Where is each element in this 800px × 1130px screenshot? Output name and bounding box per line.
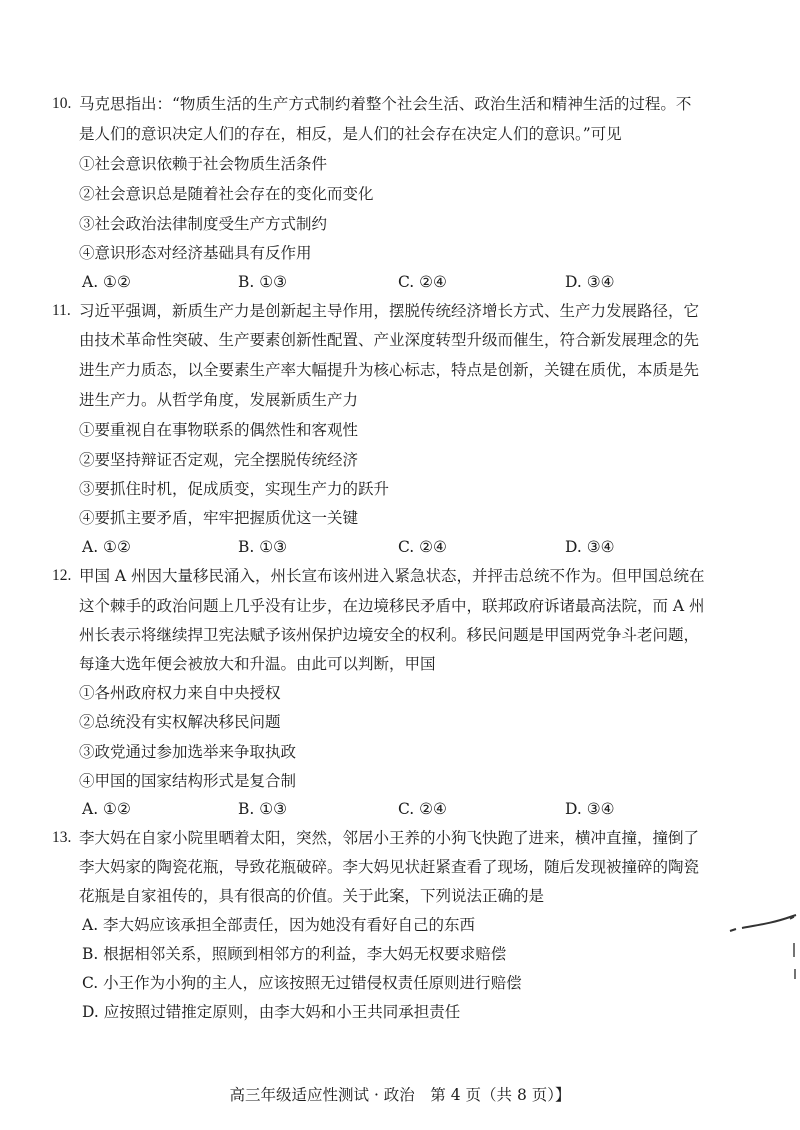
question-12-item-3: ③政党通过参加选举来争取执政: [79, 743, 297, 761]
question-11-stem-line-4: 进生产力。从哲学角度，发展新质生产力: [79, 391, 359, 409]
question-11-stem-line-3: 进生产力质态，以全要素生产率大幅提升为核心标志，特点是创新，关键在质优，本质是先: [79, 361, 700, 379]
question-11-choice-a: A. ①②: [82, 538, 131, 556]
question-12-item-4: ④甲国的国家结构形式是复合制: [79, 772, 297, 790]
question-12-item-2: ②总统没有实权解决移民问题: [79, 713, 281, 731]
question-13-choice-c: C. 小王作为小狗的主人，应该按照无过错侵权责任原则进行赔偿: [82, 974, 522, 992]
question-10-item-2: ②社会意识总是随着社会存在的变化而变化: [79, 185, 374, 203]
question-13-choice-a: A. 李大妈应该承担全部责任，因为她没有看好自己的东西: [82, 916, 476, 934]
question-11-number: 11.: [52, 302, 71, 319]
question-13-stem-line-3: 花瓶是自家祖传的，具有很高的价值。关于此案，下列说法正确的是: [79, 887, 545, 905]
question-13-number: 13.: [52, 829, 72, 846]
question-12-stem-line-3: 州长表示将继续捍卫宪法赋予该州保护边境安全的权利。移民问题是甲国两党争斗老问题，: [79, 626, 700, 644]
question-11-stem-line-1: 习近平强调，新质生产力是创新起主导作用，摆脱传统经济增长方式、生产力发展路径，它: [79, 302, 700, 320]
question-10-choice-a: A. ①②: [82, 273, 131, 291]
question-11-choice-b: B. ①③: [238, 538, 288, 556]
scan-mark-artifact: [728, 875, 798, 985]
question-10-item-4: ④意识形态对经济基础具有反作用: [79, 244, 312, 262]
question-12-choice-d: D. ③④: [565, 800, 615, 818]
question-12-stem-line-1: 甲国 A 州因大量移民涌入，州长宣布该州进入紧急状态，并抨击总统不作为。但甲国总统在: [79, 567, 705, 585]
question-10-choice-d: D. ③④: [565, 273, 615, 291]
question-11-item-3: ③要抓住时机，促成质变，实现生产力的跃升: [79, 480, 390, 498]
question-10-item-3: ③社会政治法律制度受生产方式制约: [79, 215, 328, 233]
question-11-choice-d: D. ③④: [565, 538, 615, 556]
question-12-item-1: ①各州政府权力来自中央授权: [79, 684, 281, 702]
question-12-stem-line-2: 这个棘手的政治问题上几乎没有让步，在边境移民矛盾中，联邦政府诉诸最高法院，而 A 州: [79, 597, 705, 615]
question-11-item-2: ②要坚持辩证否定观，完全摆脱传统经济: [79, 451, 359, 469]
question-12-choice-a: A. ①②: [82, 800, 131, 818]
question-10-stem-line-1: 马克思指出：“物质生活的生产方式制约着整个社会生活、政治生活和精神生活的过程。不: [79, 95, 692, 113]
question-13-stem-line-1: 李大妈在自家小院里晒着太阳，突然，邻居小王养的小狗飞快跑了进来，横冲直撞，撞倒了: [79, 829, 700, 847]
question-10-choice-b: B. ①③: [238, 273, 288, 291]
question-11-item-1: ①要重视自在事物联系的偶然性和客观性: [79, 421, 359, 439]
question-11-choice-c: C. ②④: [398, 538, 447, 556]
question-10-choice-c: C. ②④: [398, 273, 447, 291]
question-12-stem-line-4: 每逢大选年便会被放大和升温。由此可以判断，甲国: [79, 655, 436, 673]
question-13-choice-b: B. 根据相邻关系，照顾到相邻方的利益，李大妈无权要求赔偿: [82, 945, 507, 963]
question-12-choice-c: C. ②④: [398, 800, 447, 818]
question-11-item-4: ④要抓主要矛盾，牢牢把握质优这一关键: [79, 509, 359, 527]
question-10-stem-line-2: 是人们的意识决定人们的存在，相反，是人们的社会存在决定人们的意识。”可见: [79, 125, 622, 143]
page-footer: 高三年级适应性测试 · 政治 第 4 页（共 8 页）】: [229, 1086, 571, 1104]
question-10-item-1: ①社会意识依赖于社会物质生活条件: [79, 155, 328, 173]
question-13-stem-line-2: 李大妈家的陶瓷花瓶，导致花瓶破碎。李大妈见状赶紧查看了现场，随后发现被撞碎的陶瓷: [79, 858, 700, 876]
question-10-number: 10.: [52, 95, 72, 112]
question-12-number: 12.: [52, 567, 72, 584]
question-13-choice-d: D. 应按照过错推定原则，由李大妈和小王共同承担责任: [82, 1003, 461, 1021]
question-11-stem-line-2: 由技术革命性突破、生产要素创新性配置、产业深度转型升级而催生，符合新发展理念的先: [79, 331, 700, 349]
question-12-choice-b: B. ①③: [238, 800, 288, 818]
